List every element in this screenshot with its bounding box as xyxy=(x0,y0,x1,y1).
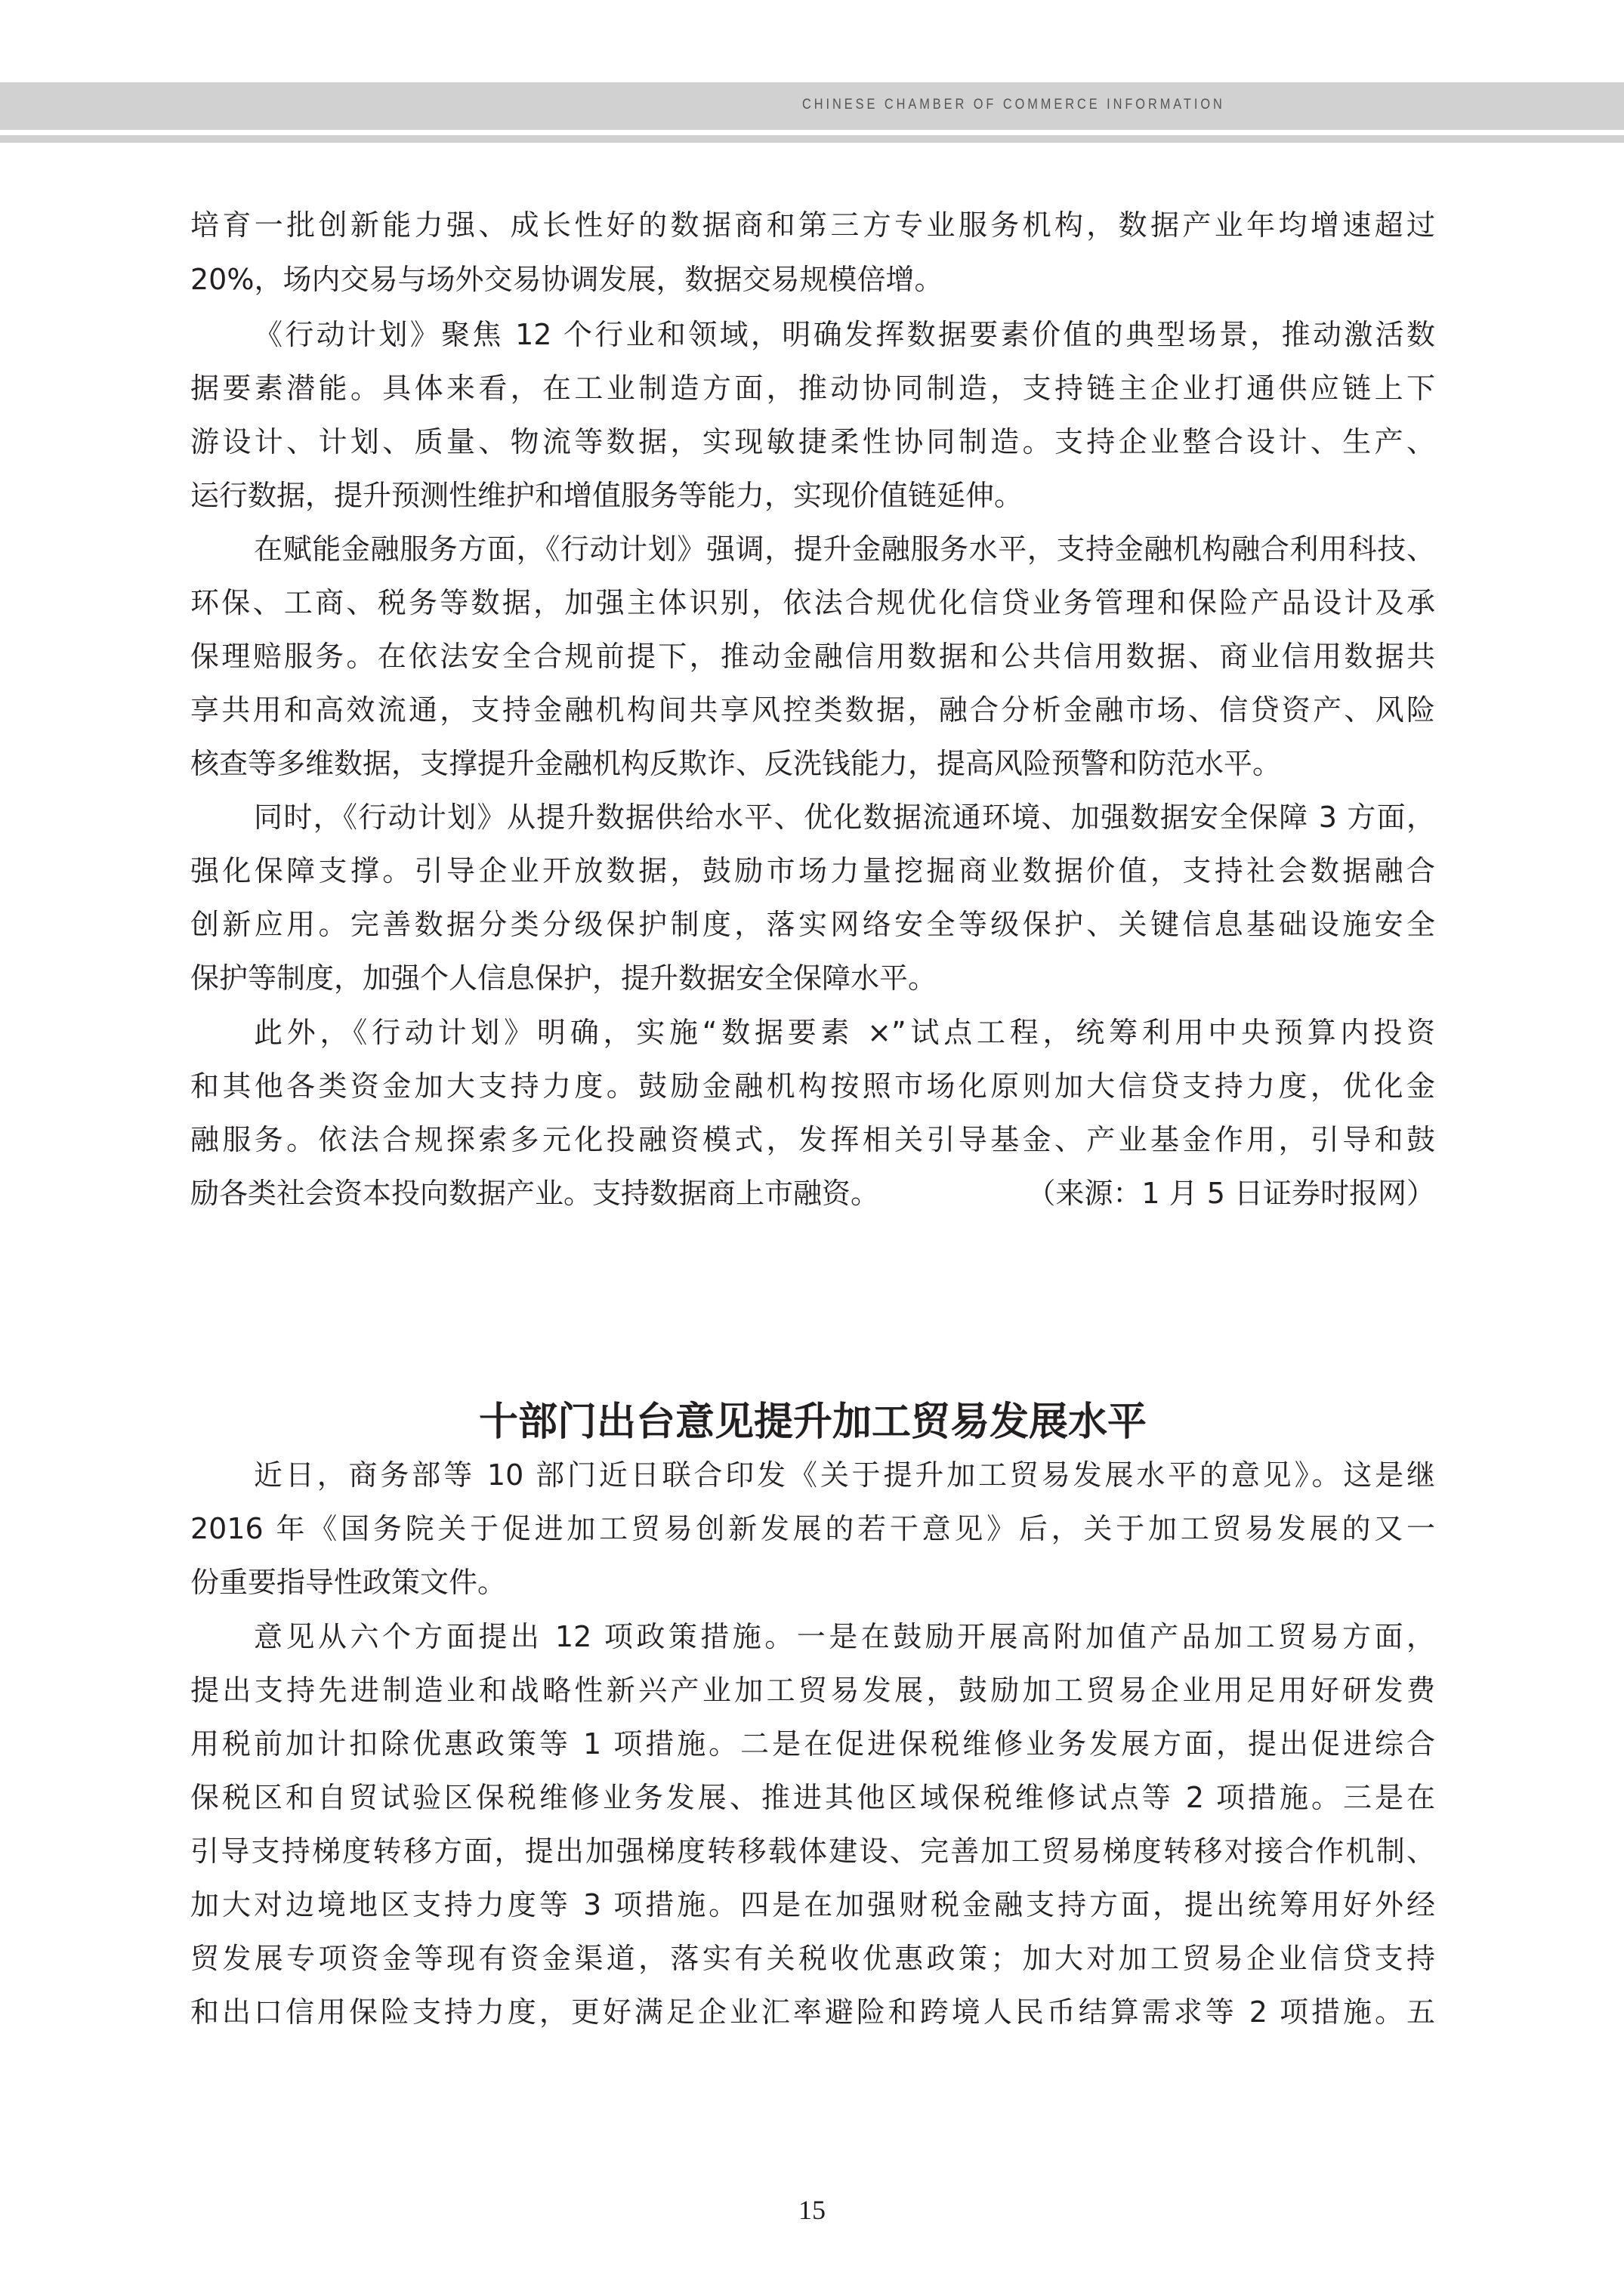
text-line: 意见从六个方面提出 12 项政策措施。一是在鼓励开展高附加值产品加工贸易方面， xyxy=(254,1620,1435,1653)
text-line: 同时，《行动计划》从提升数据供给水平、优化数据流通环境、加强数据安全保障 3 方面， xyxy=(254,801,1435,834)
text-line: 核查等多维数据，支撑提升金融机构反欺诈、反洗钱能力，提高风险预警和防范水平。 xyxy=(190,747,1282,780)
publication-name: CHINESE CHAMBER OF COMMERCE INFORMATION xyxy=(802,97,1225,113)
text-line: 强化保障支撑。引导企业开放数据，鼓励市场力量挖掘商业数据价值，支持社会数据融合 xyxy=(190,854,1435,887)
text-line: 融服务。依法合规探索多元化投融资模式，发挥相关引导基金、产业基金作用，引导和鼓 xyxy=(190,1123,1435,1156)
text-line: 和出口信用保险支持力度，更好满足企业汇率避险和跨境人民币结算需求等 2 项措施。五 xyxy=(190,1995,1435,2029)
text-line: 运行数据，提升预测性维护和增值服务等能力，实现价值链延伸。 xyxy=(190,479,1023,512)
text-line: 提出支持先进制造业和战略性新兴产业加工贸易发展，鼓励加工贸易企业用足用好研发费 xyxy=(190,1674,1435,1707)
text-line: 环保、工商、税务等数据，加强主体识别，依法合规优化信贷业务管理和保险产品设计及承 xyxy=(190,586,1435,619)
text-line: 用税前加计扣除优惠政策等 1 项措施。二是在促进保税维修业务发展方面，提出促进综合 xyxy=(190,1727,1435,1761)
text-line: 创新应用。完善数据分类分级保护制度，落实网络安全等级保护、关键信息基础设施安全 xyxy=(190,908,1435,941)
text-line: 《行动计划》聚焦 12 个行业和领域，明确发挥数据要素价值的典型场景，推动激活数 xyxy=(254,318,1435,351)
text-line: 2016 年《国务院关于促进加工贸易创新发展的若干意见》后，关于加工贸易发展的又一 xyxy=(190,1512,1435,1545)
text-line: 在赋能金融服务方面，《行动计划》强调，提升金融服务水平，支持金融机构融合利用科技、 xyxy=(254,532,1435,566)
text-line: 贸发展专项资金等现有资金渠道，落实有关税收优惠政策；加大对加工贸易企业信贷支持 xyxy=(190,1942,1435,1975)
text-line: 保理赔服务。在依法安全合规前提下，推动金融信用数据和公共信用数据、商业信用数据共 xyxy=(190,640,1435,673)
source-citation: （来源：1 月 5 日证券时报网） xyxy=(1027,1177,1435,1210)
text-line: 据要素潜能。具体来看，在工业制造方面，推动协同制造，支持链主企业打通供应链上下 xyxy=(190,372,1435,405)
text-line: 保护等制度，加强个人信息保护，提升数据安全保障水平。 xyxy=(190,961,937,995)
page-number: 15 xyxy=(798,2195,826,2225)
text-line: 和其他各类资金加大支持力度。鼓励金融机构按照市场化原则加大信贷支持力度，优化金 xyxy=(190,1069,1435,1103)
text-line: 享共用和高效流通，支持金融机构间共享风控类数据，融合分析金融市场、信贷资产、风险 xyxy=(190,693,1435,727)
text-line: 近日，商务部等 10 部门近日联合印发《关于提升加工贸易发展水平的意见》。这是继 xyxy=(254,1458,1435,1492)
header-rule xyxy=(0,135,1624,143)
text-line: 游设计、计划、质量、物流等数据，实现敏捷柔性协同制造。支持企业整合设计、生产、 xyxy=(190,425,1435,458)
text-line: 20%，场内交易与场外交易协调发展，数据交易规模倍增。 xyxy=(190,263,943,296)
text-line: 培育一批创新能力强、成长性好的数据商和第三方专业服务机构，数据产业年均增速超过 xyxy=(190,208,1435,242)
article-title: 十部门出台意见提升加工贸易发展水平 xyxy=(478,1400,1147,1445)
text-line: 引导支持梯度转移方面，提出加强梯度转移载体建设、完善加工贸易梯度转移对接合作机制、 xyxy=(190,1835,1435,1868)
text-line: 此外，《行动计划》明确，实施“数据要素 ×”试点工程，统筹利用中央预算内投资 xyxy=(254,1016,1435,1049)
text-line: 保税区和自贸试验区保税维修业务发展、推进其他区域保税维修试点等 2 项措施。三是在 xyxy=(190,1781,1435,1814)
text-line: 份重要指导性政策文件。 xyxy=(190,1566,507,1599)
text-line: 加大对边境地区支持力度等 3 项措施。四是在加强财税金融支持方面，提出统筹用好外经 xyxy=(190,1888,1435,1921)
text-line: 励各类社会资本投向数据产业。支持数据商上市融资。 xyxy=(190,1177,880,1210)
